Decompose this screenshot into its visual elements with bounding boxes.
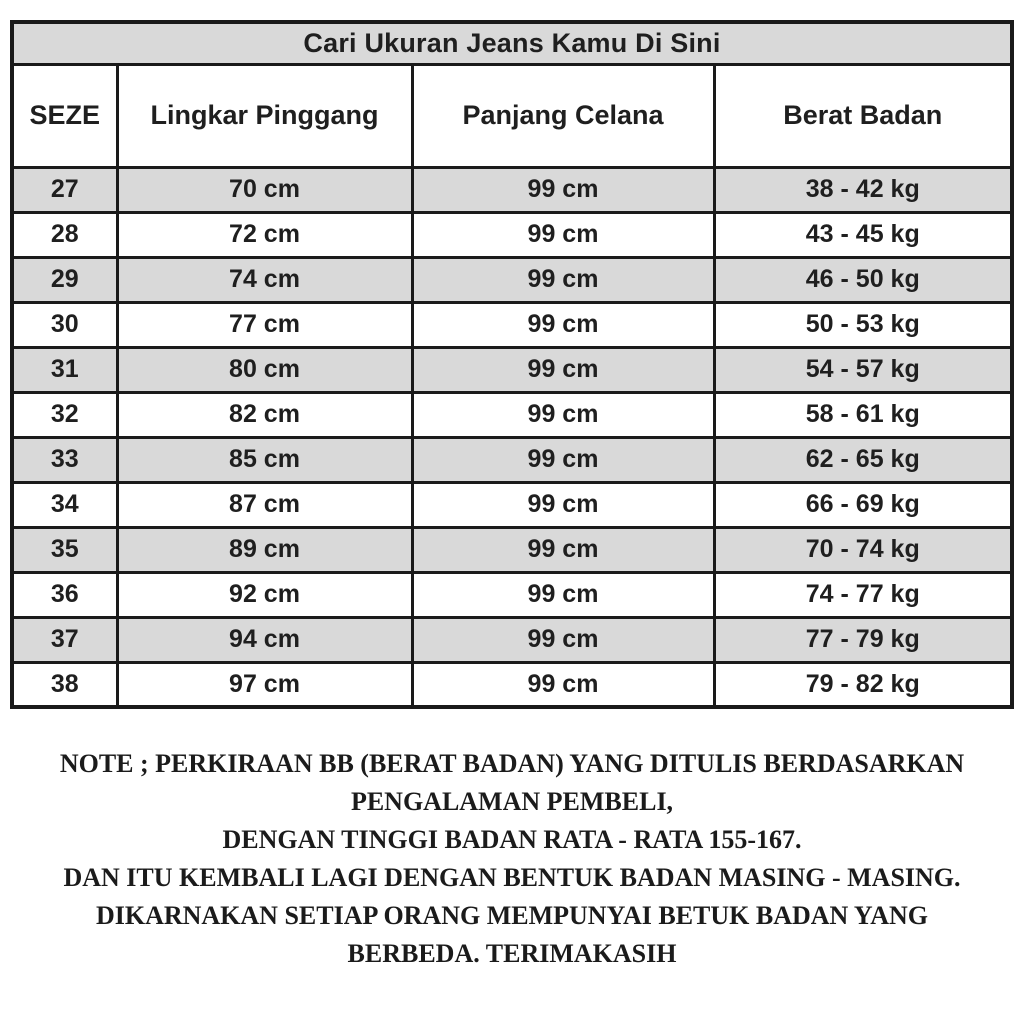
table-title: Cari Ukuran Jeans Kamu Di Sini [12,22,1012,64]
column-header-weight: Berat Badan [714,64,1012,167]
table-cell: 43 - 45 kg [714,212,1012,257]
table-cell: 46 - 50 kg [714,257,1012,302]
table-cell: 30 [12,302,117,347]
table-cell: 99 cm [412,617,714,662]
table-cell: 70 cm [117,167,412,212]
table-cell: 77 - 79 kg [714,617,1012,662]
table-header-row [12,64,1012,167]
table-cell: 36 [12,572,117,617]
table-row [12,617,1012,662]
column-header-size: SEZE [12,64,117,167]
note-line-4: DAN ITU KEMBALI LAGI DENGAN BENTUK BADAN MASING - MASING. [63,863,961,892]
note-line-6: BERBEDA. TERIMAKASIH [347,939,677,968]
table-cell: 94 cm [117,617,412,662]
table-row [12,482,1012,527]
column-header-waist: Lingkar Pinggang [117,64,412,167]
table-cell: 85 cm [117,437,412,482]
table-cell: 99 cm [412,347,714,392]
table-row [12,257,1012,302]
table-cell: 62 - 65 kg [714,437,1012,482]
table-cell: 72 cm [117,212,412,257]
table-cell: 38 [12,662,117,707]
table-cell: 29 [12,257,117,302]
table-cell: 74 cm [117,257,412,302]
table-cell: 99 cm [412,212,714,257]
table-row [12,662,1012,707]
table-cell: 79 - 82 kg [714,662,1012,707]
table-cell: 99 cm [412,572,714,617]
table-cell: 34 [12,482,117,527]
table-cell: 99 cm [412,167,714,212]
note-line-2: PENGALAMAN PEMBELI, [350,787,674,816]
table-cell: 87 cm [117,482,412,527]
table-row [12,392,1012,437]
table-row [12,167,1012,212]
table-cell: 99 cm [412,392,714,437]
table-cell: 82 cm [117,392,412,437]
table-cell: 37 [12,617,117,662]
table-cell: 99 cm [412,527,714,572]
column-header-length: Panjang Celana [412,64,714,167]
table-cell: 35 [12,527,117,572]
table-cell: 92 cm [117,572,412,617]
note-line-3: DENGAN TINGGI BADAN RATA - RATA 155-167. [222,825,802,854]
size-chart-table [10,20,1014,709]
table-cell: 77 cm [117,302,412,347]
table-cell: 99 cm [412,482,714,527]
table-cell: 54 - 57 kg [714,347,1012,392]
table-cell: 99 cm [412,662,714,707]
table-cell: 31 [12,347,117,392]
table-cell: 99 cm [412,257,714,302]
table-cell: 38 - 42 kg [714,167,1012,212]
table-row [12,212,1012,257]
table-cell: 99 cm [412,437,714,482]
table-cell: 28 [12,212,117,257]
table-cell: 27 [12,167,117,212]
table-row [12,527,1012,572]
table-cell: 50 - 53 kg [714,302,1012,347]
table-title-row [12,22,1012,64]
table-cell: 80 cm [117,347,412,392]
table-row [12,572,1012,617]
table-cell: 33 [12,437,117,482]
table-cell: 89 cm [117,527,412,572]
table-cell: 66 - 69 kg [714,482,1012,527]
table-cell: 58 - 61 kg [714,392,1012,437]
note-text [10,745,1014,973]
table-row [12,302,1012,347]
note-line-1: NOTE ; PERKIRAAN BB (BERAT BADAN) YANG DITULIS BERDASARKAN [59,749,965,778]
table-cell: 74 - 77 kg [714,572,1012,617]
table-row [12,437,1012,482]
table-row [12,347,1012,392]
table-cell: 32 [12,392,117,437]
table-body [12,167,1012,707]
table-cell: 99 cm [412,302,714,347]
note-line-5: DIKARNAKAN SETIAP ORANG MEMPUNYAI BETUK BADAN YANG [95,901,929,930]
table-cell: 70 - 74 kg [714,527,1012,572]
table-cell: 97 cm [117,662,412,707]
